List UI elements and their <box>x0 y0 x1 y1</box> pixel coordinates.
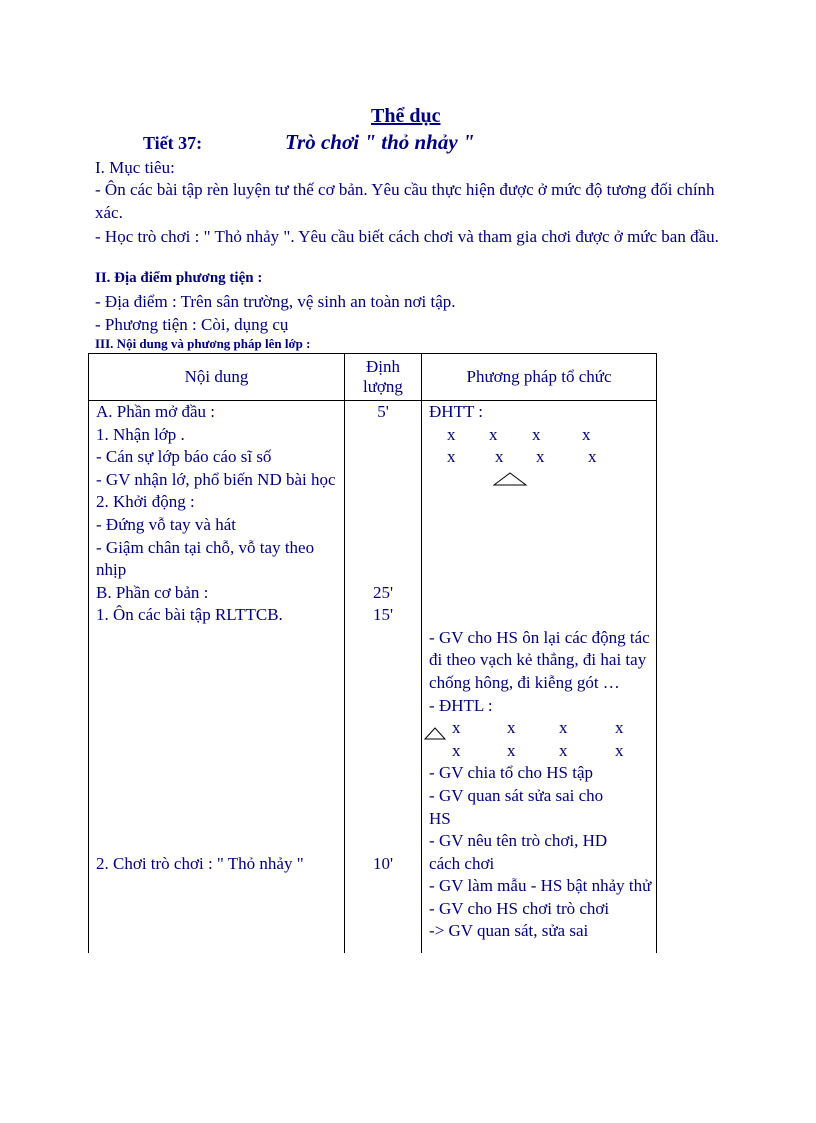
header-content: Nội dung <box>89 354 345 401</box>
method-item: - GV cho HS ôn lại các động tác đi theo vạch kẻ thẳng, đi hai tay chống hông, đi kiễng gót … <box>429 627 650 692</box>
lesson-plan-table <box>88 353 657 953</box>
duration-value: 25' <box>372 582 394 602</box>
objectives-heading: I. Mục tiêu: <box>95 158 175 177</box>
student-mark: x <box>615 740 624 760</box>
table-row <box>89 401 657 582</box>
student-mark: x <box>615 718 624 738</box>
method-item: - GV làm mẫu - HS bật nhảy thử <box>429 876 652 896</box>
teacher-triangle-icon <box>493 471 533 487</box>
list-item: 1. Nhận lớp . <box>96 424 185 444</box>
duration-value: 15' <box>372 605 394 625</box>
list-item: - Giậm chân tại chỗ, vỗ tay theo nhịp <box>96 537 315 580</box>
lesson-number: Tiết 37: <box>143 133 203 153</box>
formation-label: - ĐHTL : <box>429 695 493 715</box>
student-mark: x <box>507 718 516 738</box>
student-mark: x <box>452 718 461 738</box>
method-item: - GV quan sát sửa sai cho HS <box>429 785 604 828</box>
student-mark: x <box>532 424 541 444</box>
list-item: B. Phần cơ bản : <box>96 582 209 602</box>
list-item: A. Phần mở đầu : <box>96 402 216 421</box>
teacher-triangle-icon <box>424 725 450 741</box>
student-mark: x <box>507 740 516 760</box>
student-mark: x <box>582 424 591 444</box>
objective-item-2: - Học trò chơi : " Thỏ nhảy ". Yêu cầu biết cách chơi và tham gia chơi được ở mức ban đầu. <box>95 227 719 246</box>
student-mark: x <box>489 424 498 444</box>
method-item: - GV cho HS chơi trò chơi <box>429 898 610 918</box>
duration-value: 10' <box>372 853 394 873</box>
list-item: 1. Ôn các bài tập RLTTCB. <box>96 605 283 625</box>
formation-label: ĐHTT : <box>429 402 484 421</box>
table-header-row <box>89 354 657 401</box>
location-equipment: - Phương tiện : Còi, dụng cụ <box>95 315 289 334</box>
objective-item-1: - Ôn các bài tập rèn luyện tư thế cơ bản. Yêu cầu thực hiện được ở mức độ tương đối chính xác. <box>95 180 715 222</box>
list-item: 2. Chơi trò chơi : " Thỏ nhảy " <box>96 853 304 873</box>
method-cell <box>422 401 657 582</box>
student-mark: x <box>495 447 504 467</box>
student-mark: x <box>588 447 597 467</box>
page-title: Thể dục <box>371 105 441 127</box>
method-item: - GV nêu tên trò chơi, HD cách chơi <box>429 831 608 873</box>
formation-row <box>429 424 656 447</box>
formation-row <box>429 446 656 469</box>
amount-cell <box>344 582 421 953</box>
list-item: - Đứng vỗ tay và hát <box>96 514 236 534</box>
table-row <box>89 582 657 953</box>
list-item: 2. Khởi động : <box>96 492 195 512</box>
lesson-topic: Trò chơi " thỏ nhảy " <box>285 130 475 154</box>
content-cell <box>89 582 345 953</box>
method-cell <box>422 582 657 953</box>
formation-row <box>429 740 656 763</box>
student-mark: x <box>447 424 456 444</box>
content-cell <box>89 401 345 582</box>
student-mark: x <box>559 740 568 760</box>
formation-row <box>429 717 656 740</box>
content-heading: III. Nội dung và phương pháp lên lớp : <box>95 336 311 351</box>
student-mark: x <box>536 447 545 467</box>
list-item: - Cán sự lớp báo cáo sĩ số <box>96 447 272 467</box>
location-place: - Địa điểm : Trên sân trường, vệ sinh an toàn nơi tập. <box>95 292 456 311</box>
student-mark: x <box>559 718 568 738</box>
teacher-position <box>429 469 656 492</box>
location-heading: II. Địa điểm phương tiện : <box>95 270 263 286</box>
header-amount: Định lượng <box>344 354 421 401</box>
method-item: - GV chia tổ cho HS tập <box>429 763 594 783</box>
student-mark: x <box>452 740 461 760</box>
duration-value: 5' <box>377 402 389 421</box>
method-item: -> GV quan sát, sửa sai <box>429 921 589 941</box>
student-mark: x <box>447 447 456 467</box>
amount-cell <box>344 401 421 582</box>
list-item: - GV nhận lớ, phổ biến ND bài học <box>96 469 336 489</box>
header-method: Phương pháp tổ chức <box>422 354 657 401</box>
